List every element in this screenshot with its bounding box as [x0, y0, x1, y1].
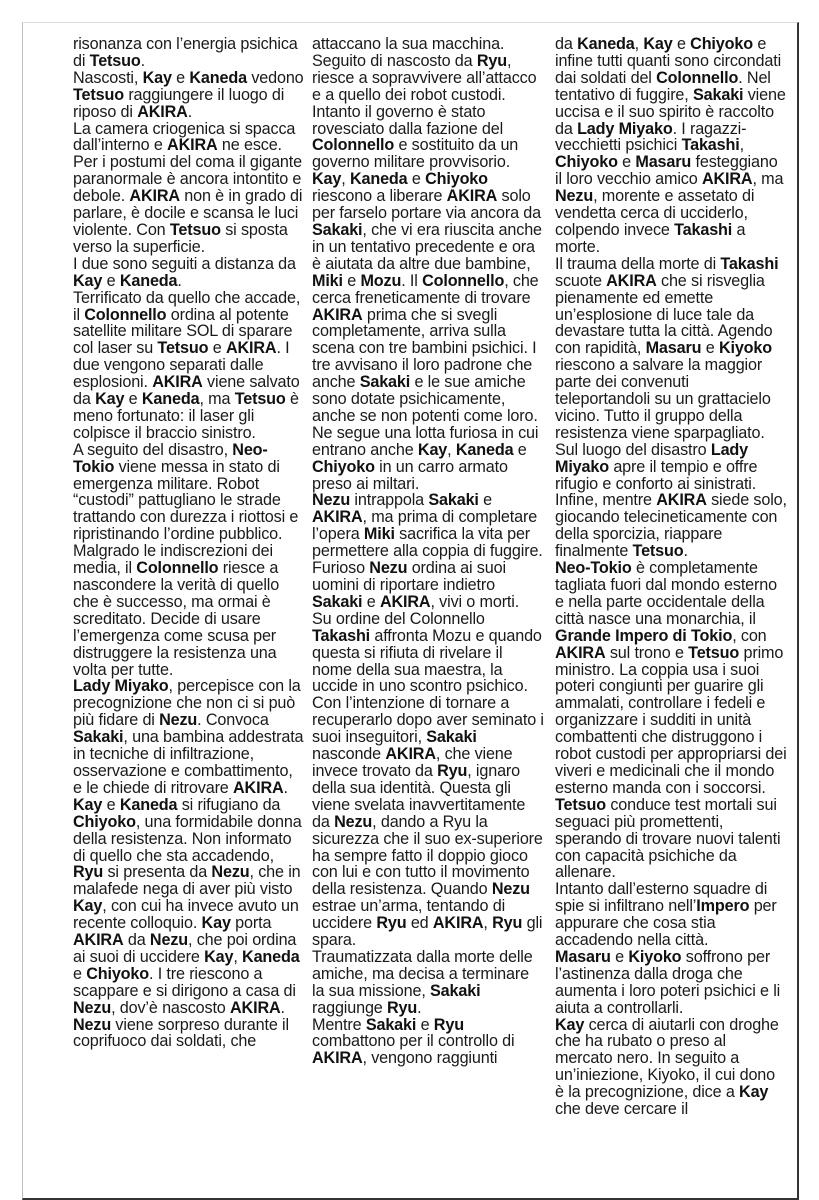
bold-name: Impero: [696, 897, 750, 916]
bold-name: Mozu: [360, 271, 402, 290]
bold-name: Sakaki: [428, 491, 479, 510]
bold-name: Chiyoko: [690, 35, 753, 53]
bold-name: Miki: [363, 525, 395, 544]
paragraph: Nezu intrappola Sakaki e AKIRA, ma prima di completare l’opera Miki sacrifica la vita per permettere alla coppia di fuggire. Furioso Nezu ordina ai suoi uomini di riportare indietro Sakaki e AKIRA, vivi o morti.: [312, 491, 543, 611]
bold-name: Sakaki: [73, 728, 124, 747]
bold-name: AKIRA: [137, 102, 188, 121]
bold-name: Tetsuo: [632, 542, 684, 561]
bold-name: Ryu: [437, 761, 468, 780]
bold-name: Tetsuo: [234, 390, 286, 409]
paragraph: Traumatizzata dalla morte delle amiche, ma decisa a terminare la sua missione, Sakaki raggiunge Ryu.: [312, 947, 533, 1017]
bold-name: Masaru: [645, 339, 702, 358]
bold-name: AKIRA: [555, 643, 606, 662]
paragraph: Mentre Sakaki e Ryu combattono per il controllo di AKIRA, vengono raggiunti: [312, 1015, 515, 1068]
bold-name: AKIRA: [73, 931, 124, 950]
bold-name: Ryu: [492, 914, 523, 933]
bold-name: Miki: [312, 271, 343, 290]
bold-name: Nezu: [555, 187, 594, 206]
paragraph: Lady Miyako, percepisce con la precognizione che non ci si può più fidare di Nezu. Convoca Sakaki, una bambina addestrata in tecniche di infiltrazione, osservazione e combattimento, e le chiede di ritrovare AKIRA.: [73, 677, 304, 797]
bold-name: Colonnello: [312, 136, 395, 155]
paragraph: Nascosti, Kay e Kaneda vedono Tetsuo raggiungere il luogo di riposo di AKIRA.: [73, 68, 304, 121]
bold-name: Ryu: [387, 998, 418, 1017]
bold-name: Sakaki: [426, 728, 477, 747]
bold-name: AKIRA: [312, 508, 363, 527]
bold-name: Chiyoko: [425, 170, 488, 189]
text-column-2: [312, 36, 544, 1067]
bold-name: Kay: [73, 271, 103, 290]
bold-name: Nezu: [369, 559, 408, 578]
bold-name: Chiyoko: [73, 812, 136, 831]
bold-name: Kay: [73, 897, 103, 916]
text-column-1: [73, 36, 305, 1050]
bold-name: Ryu: [476, 51, 507, 70]
bold-name: Tetsuo: [73, 85, 124, 104]
bold-name: Neo-Tokio: [73, 440, 268, 476]
bold-name: AKIRA: [656, 491, 707, 510]
bold-name: Kaneda: [577, 35, 635, 53]
bold-name: Grande Impero di Tokio: [555, 626, 733, 645]
paragraph: A seguito del disastro, Neo-Tokio viene messa in stato di emergenza militare. Robot “custodi” pattugliano le strade trattando con durezza i riottosi e ripristinando l’ordine pubblico. Malgrado le indiscrezioni dei media, il Colonnello riesce a nascondere la verità di quello che è successo, ma ormai è screditato. Decide di usare l’emergenza come scusa per distruggere la resistenza una volta per tutte.: [73, 440, 299, 679]
bold-name: Kaneda: [141, 390, 200, 409]
bold-name: AKIRA: [225, 339, 277, 358]
paragraph: Intanto dall’esterno squadre di spie si infiltrano nell’Impero per appurare che cosa stia accadendo nella città.: [555, 880, 777, 950]
bold-name: AKIRA: [233, 778, 284, 797]
bold-name: Nezu: [211, 863, 250, 882]
bold-name: Kay: [555, 1015, 585, 1034]
bold-name: Sakaki: [359, 373, 411, 392]
bold-name: Nezu: [159, 711, 198, 730]
bold-name: Tetsuo: [169, 220, 221, 239]
text-column-3: [555, 36, 787, 1118]
bold-name: Sakaki: [692, 85, 744, 104]
paragraph: Su ordine del Colonnello Takashi affronta Mozu e quando questa si rifiuta di rivelare il nome della sua maestra, la uccide in uno scontro psichico.: [312, 609, 542, 696]
bold-name: Kay: [417, 440, 448, 459]
bold-name: Takashi: [674, 220, 733, 239]
bold-name: Kiyoko: [718, 339, 773, 358]
bold-name: AKIRA: [152, 373, 203, 392]
bold-name: Nezu: [73, 998, 112, 1017]
paragraph: attaccano la sua macchina. Seguito di nascosto da Ryu, riesce a sopravvivere all’attacco e a quello dei robot custodi. Intanto il governo è stato rovesciato dalla fazione del Colonnello e sostituito da un governo militare provvisorio.: [312, 35, 537, 172]
paragraph: La camera criogenica si spacca dall’interno e AKIRA ne esce.: [73, 119, 296, 155]
bold-name: Kaneda: [189, 68, 247, 87]
bold-name: Tetsuo: [89, 51, 141, 70]
paragraph: da Kaneda, Kay e Chiyoko e infine tutti quanti sono circondati dai soldati del Colonnello. Nel tentativo di fuggire, Sakaki viene uccisa e il suo spirito è raccolto da Lady Miyako. I ragazzi-vecchietti psichici Takashi, Chiyoko e Masaru festeggiano il loro vecchio amico AKIRA, ma Nezu, morente e assetato di vendetta cerca di ucciderlo, colpendo invece Takashi a morte.: [555, 35, 786, 256]
paragraph: Masaru e Kiyoko soffrono per l’astinenza dalla droga che aumenta i loro poteri psichici e li aiuta a controllarli.: [555, 947, 781, 1017]
bold-name: Nezu: [73, 1015, 112, 1034]
paragraph: Per i postumi del coma il gigante paranormale è ancora intontito e debole. AKIRA non è in grado di parlare, è docile e scansa le luci violente. Con Tetsuo si sposta verso la superficie.: [73, 153, 303, 256]
paragraph: Kay cerca di aiutarli con droghe che ha rubato o preso al mercato nero. In seguito a un’iniezione, Kiyoko, il cui dono è la precognizione, dice a Kay che deve cercare il: [555, 1015, 779, 1119]
bold-name: Kay: [312, 170, 342, 189]
paragraph: risonanza con l’energia psichica di Tetsuo.: [73, 35, 298, 70]
bold-name: Kay: [739, 1083, 769, 1102]
bold-name: Colonnello: [136, 559, 219, 578]
paragraph: Ne segue una lotta furiosa in cui entrano anche Kay, Kaneda e Chiyoko in un carro armato preso ai miltari.: [312, 423, 539, 493]
bold-name: Nezu: [334, 812, 373, 831]
bold-name: Sakaki: [312, 592, 363, 611]
bold-name: Kiyoko: [628, 947, 682, 966]
paragraph: Terrificato da quello che accade, il Colonnello ordina al potente satellite militare SOL di sparare col laser su Tetsuo e AKIRA. I due vengono separati dalle esplosioni. AKIRA viene salvato da Kay e Kaneda, ma Tetsuo è meno fortunato: il laser gli colpisce il braccio sinistro.: [73, 288, 301, 442]
bold-name: AKIRA: [701, 170, 753, 189]
bold-name: Kay: [73, 795, 103, 814]
bold-name: Lady Miyako: [577, 119, 673, 138]
paragraph: Kay e Kaneda si rifugiano da Chiyoko, una formidabile donna della resistenza. Non informato di quello che sta accadendo, Ryu si presenta da Nezu, che in malafede nega di aver più visto Kay, con cui ha invece avuto un recente colloquio. Kay porta AKIRA da Nezu, che poi ordina ai suoi di uccidere Kay, Kaneda e Chiyoko. I tre riescono a scappare e si dirigono a casa di Nezu, dov’è nascosto AKIRA.: [73, 795, 302, 1017]
paragraph: I due sono seguiti a distanza da Kay e Kaneda.: [73, 254, 296, 290]
paragraph: Kay, Kaneda e Chiyoko riescono a liberare AKIRA solo per farselo portare via ancora da Sakaki, che vi era riuscita anche in un tentativo precedente e ora è aiutata da altre due bambine, Miki e Mozu. Il Colonnello, che cerca freneticamente di trovare AKIRA prima che si svegli completamente, arriva sulla scena con tre bambini psichici. I tre avvisano il loro padrone che anche Sakaki e le sue amiche sono dotate psichicamente, anche se non potenti come loro.: [312, 170, 542, 425]
bold-name: AKIRA: [167, 136, 218, 155]
bold-name: Takashi: [681, 136, 740, 155]
bold-name: Kaneda: [242, 947, 300, 966]
bold-name: Tetsuo: [688, 643, 740, 662]
bold-name: Kaneda: [119, 795, 178, 814]
bold-name: Chiyoko: [555, 153, 618, 172]
paragraph: Neo-Tokio è completamente tagliata fuori dal mondo esterno e nella parte occidentale della città nasce una monarchia, il Grande Impero di Tokio, con AKIRA sul trono e Tetsuo primo ministro. La coppia usa i suoi poteri congiunti per guarire gli ammalati, controllare i fedeli e organizzare i sudditi in unità combattenti che distruggono i robot custodi per appropriarsi dei viveri e medicinali che il mondo esterno manda con i soccorsi. Tetsuo conduce test mortali sui seguaci più promettenti, sperando di trovare nuovi talenti con capacità psichiche da allenare.: [555, 559, 787, 882]
bold-name: AKIRA: [312, 1049, 363, 1068]
bold-name: Kaneda: [349, 170, 408, 189]
bold-name: Ryu: [73, 863, 104, 882]
bold-name: AKIRA: [312, 305, 363, 324]
bold-name: Kay: [142, 68, 172, 87]
bold-name: AKIRA: [432, 914, 484, 933]
bold-name: AKIRA: [606, 271, 657, 290]
bold-name: Neo-Tokio: [555, 559, 632, 578]
bold-name: Nezu: [312, 491, 351, 510]
bold-name: Chiyoko: [86, 964, 150, 983]
bold-name: Nezu: [491, 880, 530, 899]
bold-name: AKIRA: [129, 187, 180, 206]
paragraph: Con l’intenzione di tornare a recuperarlo dopo aver seminato i suoi inseguitori, Sakaki nasconde AKIRA, che viene invece trovato da Ryu, ignaro della sua identità. Questa gli viene svelata inavvertitamente da Nezu, dando a Ryu la sicurezza che il suo ex-superiore ha sempre fatto il doppio gioco con lui e con tutto il movimento della resistenza. Quando Nezu estrae un’arma, tentando di uccidere Ryu ed AKIRA, Ryu gli spara.: [312, 694, 544, 950]
bold-name: AKIRA: [230, 998, 281, 1017]
bold-name: Colonnello: [84, 305, 167, 324]
bold-name: Tetsuo: [157, 339, 209, 358]
bold-name: Masaru: [555, 947, 611, 966]
bold-name: Kaneda: [119, 271, 178, 290]
bold-name: Sakaki: [430, 981, 481, 1000]
paragraph: Il trauma della morte di Takashi scuote AKIRA che si risveglia pienamente ed emette un’esplosione di luce tale da devastare tutta la città. Agendo con rapidità, Masaru e Kiyoko riescono a salvare la maggior parte dei convenuti teleportandoli su un grattacielo vicino. Tutto il gruppo della resistenza viene sparpagliato. Sul luogo del disastro Lady Miyako apre il tempio e offre rifugio e conforto ai sinistrati.: [555, 254, 779, 493]
bold-name: Kaneda: [455, 440, 514, 459]
bold-name: Colonnello: [422, 271, 505, 290]
bold-name: Ryu: [376, 914, 407, 933]
bold-name: Sakaki: [312, 220, 363, 239]
bold-name: Lady Miyako: [555, 440, 749, 476]
bold-name: Colonnello: [656, 68, 739, 87]
bold-name: AKIRA: [379, 592, 431, 611]
bold-name: Kay: [204, 947, 234, 966]
bold-name: Kay: [643, 35, 673, 53]
bold-name: Kay: [201, 914, 231, 933]
bold-name: Sakaki: [365, 1015, 417, 1034]
bold-name: Takashi: [312, 626, 371, 645]
paragraph: Infine, mentre AKIRA siede solo, giocando telecineticamente con della sporcizia, riappare finalmente Tetsuo.: [555, 491, 787, 561]
paragraph: Nezu viene sorpreso durante il coprifuoco dai soldati, che: [73, 1015, 289, 1051]
bold-name: Lady Miyako: [73, 677, 169, 696]
bold-name: Ryu: [433, 1015, 464, 1034]
bold-name: Chiyoko: [312, 457, 375, 476]
bold-name: AKIRA: [446, 187, 498, 206]
bold-name: AKIRA: [385, 745, 436, 764]
bold-name: Nezu: [149, 931, 188, 950]
bold-name: Tetsuo: [555, 795, 606, 814]
bold-name: Takashi: [720, 254, 779, 273]
bold-name: Kay: [95, 390, 125, 409]
bold-name: Masaru: [635, 153, 692, 172]
